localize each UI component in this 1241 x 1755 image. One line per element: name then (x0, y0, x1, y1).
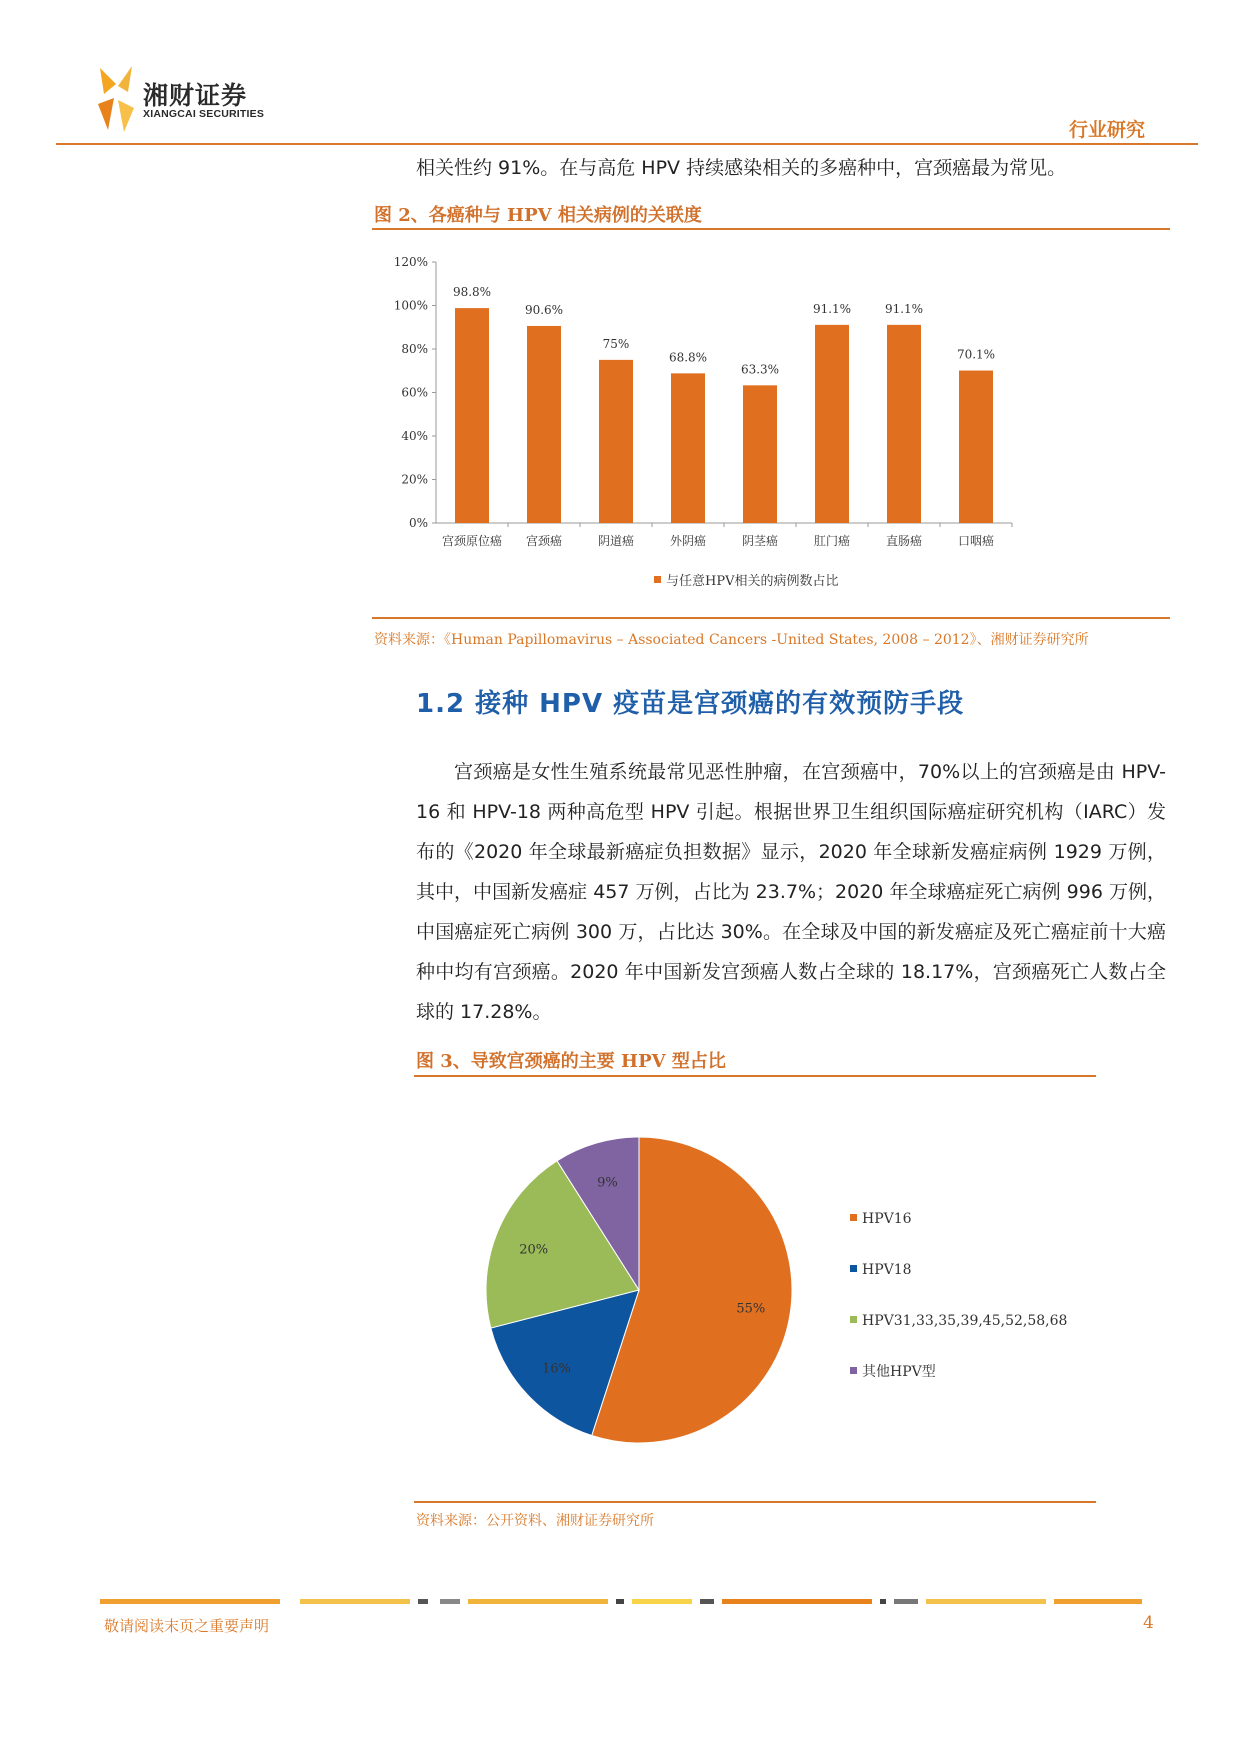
body-paragraph (416, 752, 1166, 1032)
bar (887, 325, 921, 523)
figure2-title: 图 2、各癌种与 HPV 相关病例的关联度 (374, 205, 702, 226)
bar-data-label: 91.1% (812, 301, 852, 316)
legend-swatch (850, 1316, 857, 1323)
x-tick-label: 阴道癌 (597, 534, 635, 548)
figure3-source: 资料来源：公开资料、湘财证券研究所 (416, 1513, 654, 1529)
page-number: 4 (1143, 1613, 1154, 1633)
section-heading: 1.2 接种 HPV 疫苗是宫颈癌的有效预防手段 (416, 689, 965, 719)
figure2-bottom-rule (372, 617, 1170, 619)
legend-label: HPV16 (862, 1211, 912, 1227)
logo-mark-icon (94, 64, 138, 134)
x-tick-label: 外阴癌 (669, 534, 707, 548)
legend-swatch (850, 1214, 857, 1221)
bar (455, 308, 489, 523)
pie-data-label: 55% (736, 1301, 766, 1317)
bar (959, 371, 993, 523)
bar-data-label: 70.1% (956, 347, 996, 362)
x-tick-label: 肛门癌 (813, 534, 851, 548)
y-tick-label: 80% (401, 342, 428, 356)
bar (527, 326, 561, 523)
pie-data-label: 16% (542, 1361, 571, 1377)
logo-text: 湘财证券 (143, 81, 248, 110)
figure3-bottom-rule (414, 1501, 1096, 1503)
x-tick-label: 口咽癌 (957, 534, 995, 548)
figure3-top-rule (414, 1075, 1096, 1077)
legend-label: 与任意HPV相关的病例数占比 (666, 574, 839, 589)
intro-line: 相关性约 91%。在与高危 HPV 持续感染相关的多癌种中，宫颈癌最为常见。 (416, 157, 1067, 179)
bar (671, 373, 705, 523)
y-tick-label: 120% (393, 255, 428, 269)
pie-data-label: 9% (597, 1175, 618, 1191)
x-tick-label: 直肠癌 (885, 534, 923, 548)
bar-data-label: 63.3% (740, 362, 780, 377)
bar-data-label: 90.6% (524, 302, 564, 317)
y-tick-label: 40% (401, 429, 428, 443)
bar-chart (372, 240, 1170, 610)
paragraph-text: 宫颈癌是女性生殖系统最常见恶性肿瘤，在宫颈癌中，70%以上的宫颈癌是由 HPV-16 和 HPV-18 两种高危型 HPV 引起。根据世界卫生组织国际癌症研究机构（IARC）发布的《2020 年全球最新癌症负担数据》显示，2020 年全球新发癌症病例 1929 万例，其中，中国新发癌症 457 万例，占比为 23.7%；2020 年全球癌症死亡病例 996 万例，中国癌症死亡病例 300 万，占比达 30%。在全球及中国的新发癌症及死亡癌症前十大癌种中均有宫颈癌。2020 年中国新发宫颈癌人数占全球的 18.17%，宫颈癌死亡人数占全球的 17.28%。 (416, 761, 1166, 1023)
legend-label: HPV31,33,35,39,45,52,58,68 (862, 1313, 1068, 1329)
footer-decorative-bar (100, 1598, 1142, 1606)
figure2-top-rule (372, 228, 1170, 230)
figure3-title: 图 3、导致宫颈癌的主要 HPV 型占比 (416, 1051, 726, 1072)
bar-data-label: 68.8% (668, 350, 708, 365)
bar (599, 360, 633, 523)
legend-swatch (850, 1367, 857, 1374)
footer-disclaimer: 敬请阅读末页之重要声明 (104, 1617, 270, 1635)
legend-label: HPV18 (862, 1262, 912, 1278)
y-tick-label: 20% (401, 472, 428, 487)
legend-label: 其他HPV型 (862, 1364, 936, 1380)
pie-data-label: 20% (519, 1242, 549, 1258)
bar-data-label: 98.8% (452, 285, 492, 300)
figure2-source: 资料来源：《Human Papillomavirus – Associated Cancers -United States, 2008 – 2012》、湘财证券研究所 (374, 632, 1089, 648)
bar (815, 325, 849, 523)
bar-data-label: 75% (602, 336, 630, 351)
y-tick-label: 100% (393, 298, 428, 313)
legend-swatch (654, 576, 661, 583)
pie-chart (414, 1100, 1096, 1480)
bar (743, 385, 777, 523)
legend-swatch (850, 1265, 857, 1272)
x-tick-label: 宫颈原位癌 (441, 534, 503, 548)
logo-subtext: XIANGCAI SECURITIES (143, 108, 265, 120)
x-tick-label: 宫颈癌 (525, 534, 563, 548)
bar-data-label: 91.1% (884, 301, 924, 316)
y-tick-label: 0% (408, 516, 428, 530)
x-tick-label: 阴茎癌 (741, 534, 779, 548)
report-category: 行业研究 (1068, 119, 1145, 141)
header-divider (56, 143, 1198, 145)
y-tick-label: 60% (401, 385, 428, 400)
